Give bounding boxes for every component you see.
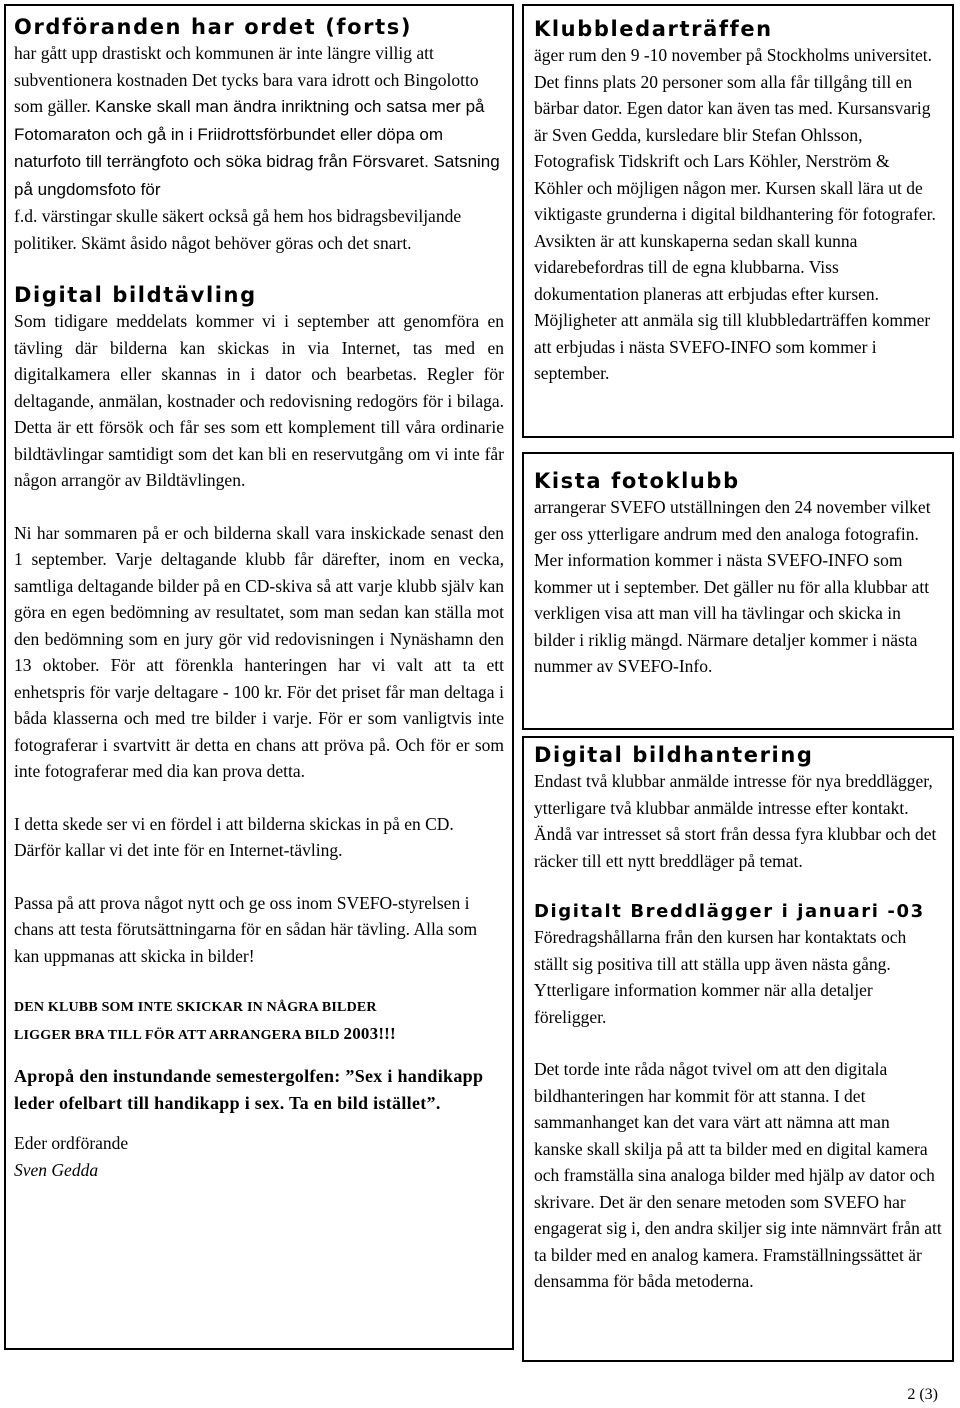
golf-joke-note: Apropå den instundande semestergolfen: ”Sex i handikapp leder ofelbart till handikapp i sex. Ta en bild istället”.: [14, 1066, 484, 1113]
digital-handling-heading: Digital bildhantering: [534, 743, 814, 767]
spacer: [14, 256, 504, 282]
spacer: [534, 1030, 942, 1056]
spacer: [534, 874, 942, 900]
spacer: [14, 1116, 504, 1130]
digital-competition-heading: Digital bildtävling: [14, 283, 257, 307]
digital-competition-paragraph-2: Ni har sommaren på er och bilderna skall vara inskickade senast den 1 september. Varje deltagande klubb får därefter, inom en vecka, samtliga deltagande bilder på en CD-skiva så att varje klubb själv kan göra en egen bedömning av resultatet, som man sedan kan ställa mot den bedömning som en jury gör vid redovisningen i Nynäshamn den 13 oktober. För att förenkla hanteringen har vi valt att ta ett enhetspris för varje deltagare - 100 kr. För det priset får man deltaga i båda klasserna och med tre bilder i varje. För er som vanligtvis inte fotograferar i svartvitt är detta en chans att pröva på. Och för er som inte fotograferar med dia kan prova detta.: [14, 522, 504, 781]
chairman-intro-text: [14, 40, 504, 203]
signature: Sven Gedda: [14, 1159, 99, 1180]
spacer: [14, 969, 504, 995]
spacer: [14, 864, 504, 890]
small-caps-line-2: [14, 1021, 504, 1049]
chairman-intro-end: f.d. värstingar skulle säkert också gå hem hos bidragsbeviljande politiker. Skämt åsido något behöver göras och det snart.: [14, 206, 462, 253]
small-caps-line-1: DEN KLUBB SOM INTE SKICKAR IN NÅGRA BILDER: [14, 1000, 377, 1015]
kista-box: [522, 452, 954, 730]
small-caps-line-2-text: LIGGER BRA TILL FÖR ATT ARRANGERA BILD: [14, 1028, 340, 1043]
digital-handling-body-1: Endast två klubbar anmälde intresse för nya breddlägger, ytterligare två klubbar anmälde intresse efter kontakt. Ändå var intresset så stort från dessa fyra klubbar och det räcker till ett nytt breddläger på temat.: [534, 771, 937, 871]
breddlager-subheading: Digitalt Breddlägger i januari -03: [534, 901, 925, 922]
kista-body: arrangerar SVEFO utställningen den 24 november vilket ger oss ytterligare andrum med den analoga fotografin. Mer information kommer i nästa SVEFO-INFO som kommer ut i september. Det gäller nu för alla klubbar att verkligen visa att man vill ha tävlingar och skicka in bilder i riklig mängd. Närmare detaljer kommer i nästa nummer av SVEFO-Info.: [534, 497, 931, 676]
intro-serif-text: har gått upp drastiskt och kommunen är inte längre villig att subventionera kostnaden Det tycks bara vara idrott och Bingolotto som gäller.: [14, 43, 479, 116]
meeting-heading: Klubbledarträffen: [534, 17, 773, 41]
intro-sans-text: Kanske skall man ändra inriktning och satsa mer på Fotomaraton och gå in i Friidrottsförbundet eller döpa om naturfoto till terrängfoto och söka bidrag från Försvaret. Satsning på ungdomsfoto för: [14, 97, 500, 199]
digital-handling-body-2: Föredragshållarna från den kursen har kontaktats och ställt sig positiva till att ställa upp även nästa gång. Ytterligare information kommer när alla detaljer föreligger.: [534, 927, 907, 1027]
spacer: [14, 785, 504, 811]
small-caps-year: 2003!!!: [343, 1024, 396, 1043]
spacer: [14, 1049, 504, 1063]
digital-competition-paragraph-3: I detta skede ser vi en fördel i att bilderna skickas in på en CD. Därför kallar vi det inte för en Internet-tävling.: [14, 813, 454, 860]
small-caps-notice: [14, 995, 504, 1049]
kista-heading: Kista fotoklubb: [534, 469, 740, 493]
digital-handling-box: [522, 736, 954, 1362]
meeting-box: [522, 4, 954, 438]
digital-handling-body-3: Det torde inte råda något tvivel om att den digitala bildhanteringen har kommit för att stanna. I det sammanhanget kan det vara värt att nämna att man kanske skall skilja på att ta bilder med en digital kamera och framställa sina analoga bilder med hjälp av dator och skrivare. Det är den senare metoden som SVEFO har engagerat sig i, den andra skiljer sig inte nämnvärt från att ta bilder med en analog kamera. Framställningssättet är densamma för båda metoderna.: [534, 1059, 942, 1291]
spacer: [14, 494, 504, 520]
digital-competition-paragraph-1: Som tidigare meddelats kommer vi i september att genomföra en tävling där bilderna kan skickas in via Internet, tas med en digitalkamera eller skannas in i dator och bearbetas. Regler för deltagande, anmälan, kostnader och redovisning redogörs för i bilaga. Detta är ett försök och får ses som ett komplement till våra ordinarie bildtävlingar samtidigt som det kan bli en reservutgång om vi inte får någon arrangör av Bildtävlingen.: [14, 311, 504, 490]
digital-competition-paragraph-4: Passa på att prova något nytt och ge oss inom SVEFO-styrelsen i chans att testa förutsättningarna för en sådan här tävling. Alla som kan uppmanas att skicka in bilder!: [14, 892, 478, 966]
closing-line: Eder ordförande: [14, 1133, 129, 1153]
chairman-heading: Ordföranden har ordet (forts): [14, 15, 413, 39]
left-column-box: [4, 4, 514, 1350]
page-number: 2 (3): [907, 1386, 938, 1403]
meeting-body: äger rum den 9 -10 november på Stockholms universitet. Det finns plats 20 personer som alla får tillgång till en bärbar dator. Egen dator kan även tas med. Kursansvarig är Sven Gedda, kursledare blir Stefan Ohlsson, Fotografisk Tidskrift och Lars Köhler, Nerström & Köhler och möjligen någon mer. Kursen skall lära ut de viktigaste grunderna i digital bildhantering för fotografer. Avsikten är att kunskaperna sedan skall kunna vidarebefordras till de egna klubbarna. Viss dokumentation planeras att erbjudas efter kursen. Möjligheter att anmäla sig till klubbledarträffen kommer att erbjudas i nästa SVEFO-INFO som kommer i september.: [534, 45, 936, 383]
